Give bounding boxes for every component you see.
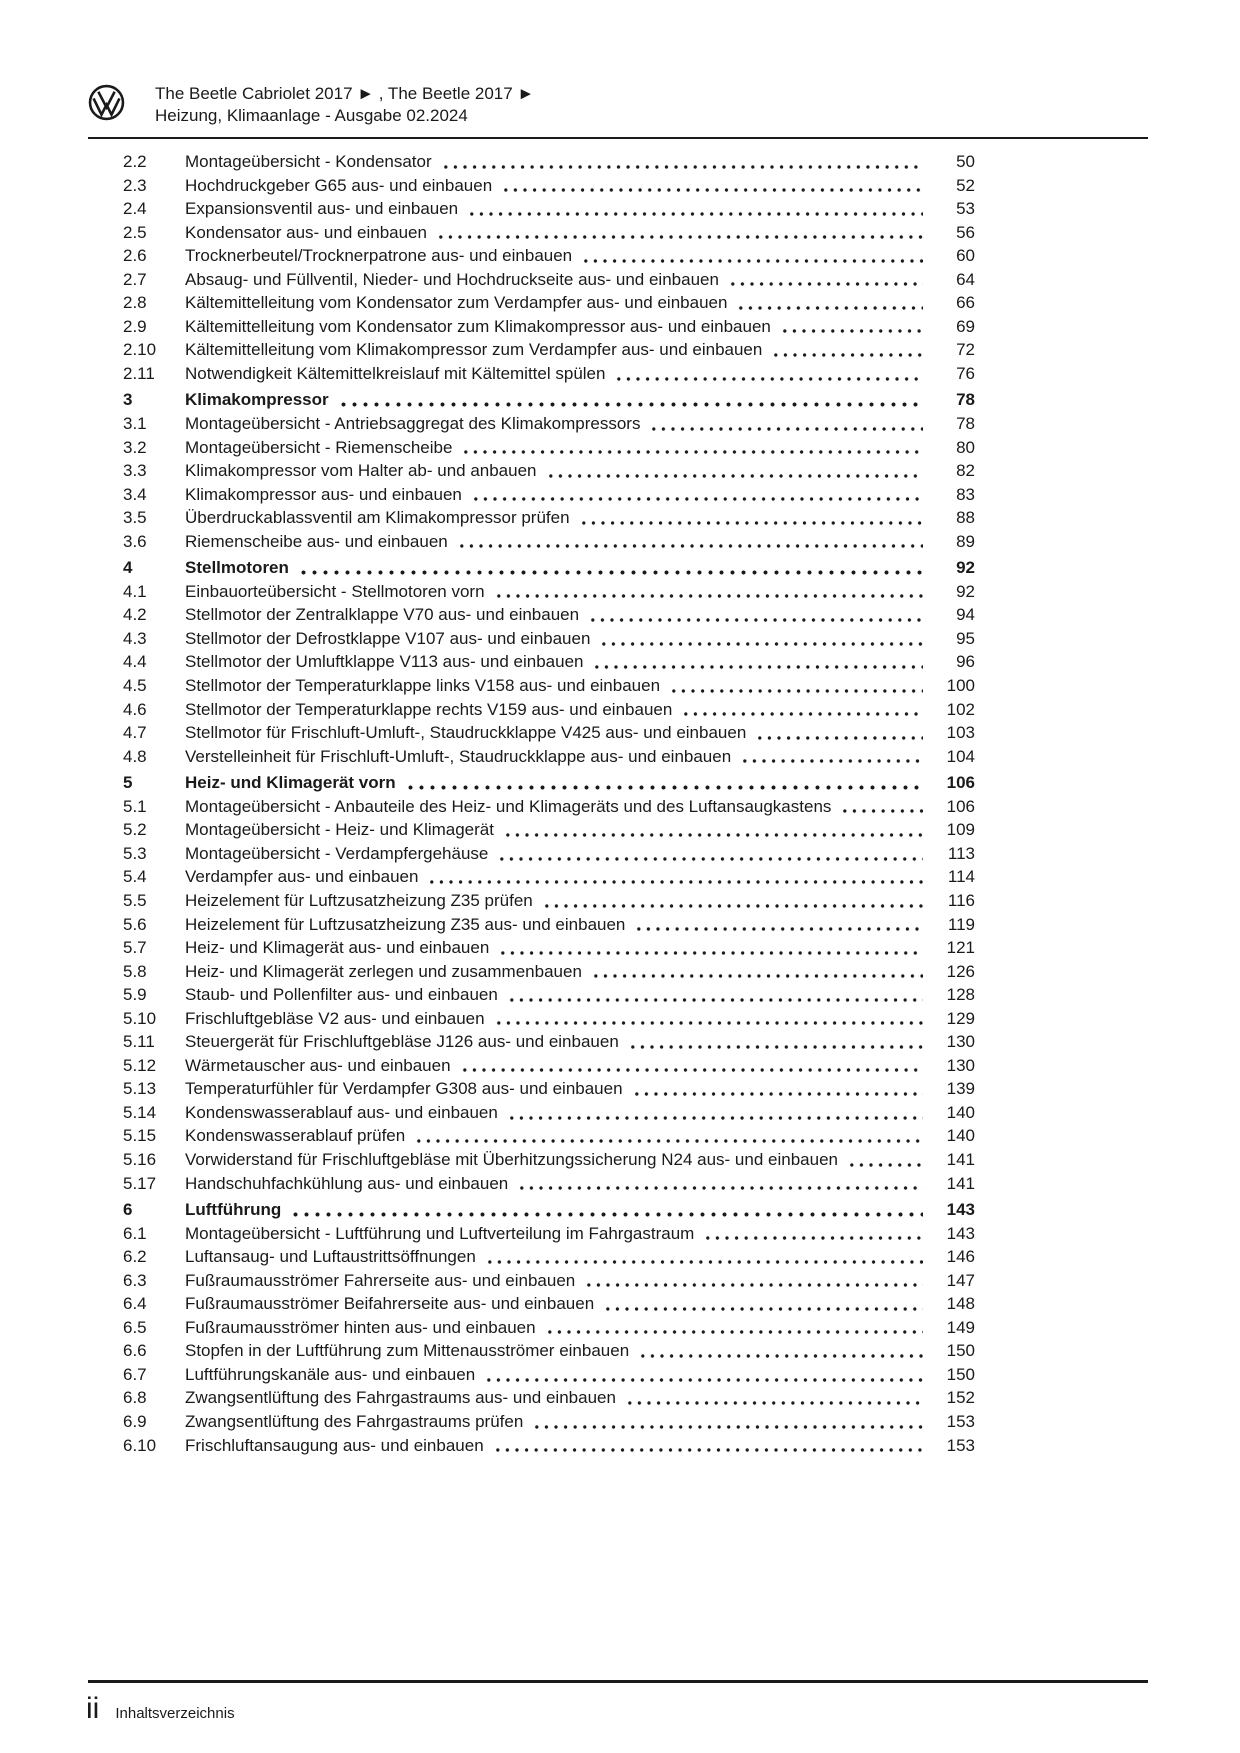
toc-entry-title: Notwendigkeit Kältemittelkreislauf mit Kältemittel spülen: [185, 363, 606, 383]
toc-section-row: [123, 1198, 975, 1222]
toc-entry-title: Klimakompressor: [185, 390, 329, 410]
toc-entry-row: [123, 1101, 975, 1125]
toc-entry-row: [123, 506, 975, 530]
toc-leader-dots: [649, 412, 923, 436]
toc-leader-dots: [471, 483, 923, 507]
toc-entry-page: 95: [956, 628, 975, 648]
toc-entry-row: [123, 436, 975, 460]
toc-section-row: [123, 388, 975, 412]
toc-entry-title: Handschuhfachkühlung aus- und einbauen: [185, 1173, 509, 1193]
toc-leader-dots: [771, 338, 923, 362]
toc-leader-dots: [427, 865, 923, 889]
toc-entry-row: [123, 268, 975, 292]
toc-entry-page: 140: [946, 1102, 975, 1122]
header-rule: [88, 137, 1148, 139]
toc-entry-number: 4.2: [123, 605, 147, 625]
toc-entry-number: 2.9: [123, 316, 147, 336]
toc-leader-dots: [632, 1077, 923, 1101]
toc-entry-page: 150: [946, 1341, 975, 1361]
toc-entry-number: 3: [123, 390, 133, 410]
toc-entry-page: 140: [946, 1126, 975, 1146]
toc-entry-number: 2.4: [123, 199, 147, 219]
page-header: [88, 83, 1148, 127]
toc-entry-page: 72: [956, 340, 975, 360]
toc-entry-title: Kältemittelleitung vom Kondensator zum Klimakompressor aus- und einbauen: [185, 316, 771, 336]
toc-entry-number: 5.9: [123, 985, 147, 1005]
toc-entry-title: Wärmetauscher aus- und einbauen: [185, 1055, 451, 1075]
toc-leader-dots: [503, 818, 923, 842]
toc-entry-page: 113: [947, 843, 975, 863]
toc-leader-dots: [501, 174, 923, 198]
toc-entry-number: 5.15: [123, 1126, 157, 1146]
toc-entry-title: Heiz- und Klimagerät aus- und einbauen: [185, 938, 490, 958]
toc-entry-title: Montageübersicht - Riemenscheibe: [185, 437, 453, 457]
toc-entry-page: 104: [946, 746, 975, 766]
toc-entry-page: 102: [946, 699, 975, 719]
toc-entry-row: [123, 1316, 975, 1340]
toc-entry-title: Trocknerbeutel/Trocknerpatrone aus- und einbauen: [185, 246, 573, 266]
toc-entry-title: Zwangsentlüftung des Fahrgastraums aus- und einbauen: [185, 1388, 616, 1408]
toc-entry-row: [123, 1363, 975, 1387]
toc-entry-number: 5.6: [123, 914, 147, 934]
footer-page-number: ii: [86, 1692, 100, 1725]
header-text: [155, 83, 534, 127]
toc-entry-number: 5.4: [123, 867, 147, 887]
toc-entry-number: 3.3: [123, 461, 147, 481]
toc-entry-page: 114: [947, 867, 975, 887]
toc-entry-number: 4.3: [123, 628, 147, 648]
toc-entry-page: 52: [956, 175, 975, 195]
toc-entry-number: 6.1: [123, 1223, 147, 1243]
toc-entry-page: 121: [946, 938, 975, 958]
toc-leader-dots: [669, 674, 923, 698]
toc-entry-title: Kondenswasserablauf prüfen: [185, 1126, 406, 1146]
toc-leader-dots: [625, 1386, 923, 1410]
toc-entry-number: 5.11: [123, 1032, 155, 1052]
toc-entry-page: 96: [956, 652, 975, 672]
toc-entry-row: [123, 1030, 975, 1054]
toc-entry-title: Riemenscheibe aus- und einbauen: [185, 531, 448, 551]
toc-entry-row: [123, 650, 975, 674]
toc-entry-row: [123, 315, 975, 339]
toc-leader-dots: [497, 842, 923, 866]
toc-entry-number: 5.1: [123, 796, 147, 816]
toc-entry-title: Stellmotor für Frischluft-Umluft-, Staudruckklappe V425 aus- und einbauen: [185, 723, 747, 743]
toc-entry-title: Heizelement für Luftzusatzheizung Z35 aus- und einbauen: [185, 914, 626, 934]
toc-entry-title: Verdampfer aus- und einbauen: [185, 867, 419, 887]
toc-entry-title: Klimakompressor aus- und einbauen: [185, 484, 462, 504]
toc-leader-dots: [494, 580, 923, 604]
toc-entry-row: [123, 698, 975, 722]
toc-leader-dots: [338, 388, 923, 412]
toc-entry-page: 109: [946, 820, 975, 840]
toc-entry-title: Heiz- und Klimagerät zerlegen und zusammenbauen: [185, 961, 582, 981]
toc-entry-title: Kondensator aus- und einbauen: [185, 222, 427, 242]
toc-entry-row: [123, 1339, 975, 1363]
toc-leader-dots: [542, 889, 923, 913]
toc-entry-number: 4: [123, 558, 133, 578]
toc-leader-dots: [603, 1292, 923, 1316]
toc-leader-dots: [847, 1148, 923, 1172]
toc-entry-title: Expansionsventil aus- und einbauen: [185, 199, 459, 219]
toc-entry-page: 148: [946, 1294, 975, 1314]
toc-entry-page: 78: [956, 414, 975, 434]
toc-entry-number: 4.4: [123, 652, 147, 672]
toc-entry-page: 82: [956, 461, 975, 481]
toc-leader-dots: [755, 721, 923, 745]
toc-entry-page: 53: [956, 199, 975, 219]
toc-entry-title: Heiz- und Klimagerät vorn: [185, 773, 396, 793]
toc-entry-title: Heizelement für Luftzusatzheizung Z35 prüfen: [185, 890, 533, 910]
toc-entry-page: 106: [946, 773, 975, 793]
toc-entry-row: [123, 412, 975, 436]
toc-entry-page: 116: [947, 890, 975, 910]
toc-entry-number: 5.16: [123, 1149, 157, 1169]
toc-entry-row: [123, 338, 975, 362]
toc-entry-title: Luftführung: [185, 1200, 282, 1220]
toc-leader-dots: [414, 1124, 923, 1148]
toc-entry-title: Stopfen in der Luftführung zum Mittenausströmer einbauen: [185, 1341, 630, 1361]
toc-leader-dots: [634, 913, 923, 937]
toc-entry-page: 146: [946, 1247, 975, 1267]
toc-entry-row: [123, 1007, 975, 1031]
toc-entry-row: [123, 459, 975, 483]
toc-entry-title: Kondenswasserablauf aus- und einbauen: [185, 1102, 498, 1122]
toc-entry-title: Einbauorteübersicht - Stellmotoren vorn: [185, 581, 485, 601]
toc-leader-dots: [628, 1030, 923, 1054]
toc-leader-dots: [599, 627, 923, 651]
toc-entry-page: 129: [946, 1008, 975, 1028]
toc-leader-dots: [290, 1198, 923, 1222]
toc-entry-page: 150: [946, 1364, 975, 1384]
toc-entry-title: Montageübersicht - Kondensator: [185, 152, 432, 171]
toc-entry-number: 6.3: [123, 1270, 147, 1290]
toc-entry-page: 100: [946, 676, 975, 696]
toc-entry-title: Stellmotor der Zentralklappe V70 aus- und einbauen: [185, 605, 580, 625]
toc-entry-row: [123, 1434, 975, 1458]
toc-entry-row: [123, 174, 975, 198]
header-model-line: The Beetle Cabriolet 2017 ► , The Beetle 2017 ►: [155, 84, 535, 103]
toc-entry-page: 130: [946, 1032, 975, 1052]
toc-entry-number: 5.8: [123, 961, 147, 981]
toc-entry-number: 2.5: [123, 222, 147, 242]
toc-entry-row: [123, 483, 975, 507]
toc-leader-dots: [546, 459, 923, 483]
toc-entry-row: [123, 1292, 975, 1316]
toc-entry-title: Fußraumausströmer hinten aus- und einbauen: [185, 1317, 536, 1337]
toc-entry-row: [123, 842, 975, 866]
toc-entry-number: 3.6: [123, 531, 147, 551]
toc-entry-title: Stellmotor der Temperaturklappe rechts V159 aus- und einbauen: [185, 699, 673, 719]
toc-leader-dots: [740, 745, 923, 769]
toc-entry-page: 60: [956, 246, 975, 266]
toc-entry-number: 2.10: [123, 340, 157, 360]
toc-leader-dots: [485, 1245, 923, 1269]
toc-entry-row: [123, 530, 975, 554]
toc-entry-title: Stellmotor der Temperaturklappe links V158 aus- und einbauen: [185, 676, 661, 696]
toc-entry-page: 92: [956, 558, 975, 578]
toc-entry-number: 6: [123, 1200, 133, 1220]
toc-entry-number: 5: [123, 773, 133, 793]
footer-section-label: Inhaltsverzeichnis: [115, 1705, 235, 1722]
toc-leader-dots: [581, 244, 923, 268]
toc-entry-number: 2.8: [123, 293, 147, 313]
toc-entry-row: [123, 1077, 975, 1101]
toc-leader-dots: [457, 530, 923, 554]
toc-entry-page: 152: [946, 1388, 975, 1408]
toc-entry-page: 76: [956, 363, 975, 383]
toc-entry-page: 94: [956, 605, 975, 625]
toc-entry-row: [123, 818, 975, 842]
toc-leader-dots: [532, 1410, 923, 1434]
toc-entry-title: Vorwiderstand für Frischluftgebläse mit Überhitzungssicherung N24 aus- und einbauen: [185, 1149, 838, 1169]
toc-entry-row: [123, 291, 975, 315]
toc-entry-row: [123, 983, 975, 1007]
toc-entry-page: 66: [956, 293, 975, 313]
toc-entry-number: 5.12: [123, 1055, 157, 1075]
toc-entry-number: 6.8: [123, 1388, 147, 1408]
toc-entry-page: 119: [947, 914, 975, 934]
toc-entry-title: Stellmotor der Defrostklappe V107 aus- und einbauen: [185, 628, 591, 648]
toc-entry-number: 6.2: [123, 1247, 147, 1267]
toc-leader-dots: [298, 556, 923, 580]
toc-entry-title: Staub- und Pollenfilter aus- und einbauen: [185, 985, 498, 1005]
toc-entry-title: Fußraumausströmer Fahrerseite aus- und einbauen: [185, 1270, 576, 1290]
toc-entry-row: [123, 721, 975, 745]
toc-leader-dots: [780, 315, 923, 339]
toc-entry-page: 69: [956, 316, 975, 336]
toc-entry-page: 83: [956, 484, 975, 504]
toc-leader-dots: [507, 1101, 923, 1125]
footer-rule: [88, 1680, 1148, 1683]
toc-leader-dots: [460, 1054, 923, 1078]
toc-entry-title: Überdruckablassventil am Klimakompressor prüfen: [185, 508, 570, 528]
toc-entry-title: Stellmotor der Umluftklappe V113 aus- und einbauen: [185, 652, 584, 672]
table-of-contents: [123, 150, 975, 1457]
toc-leader-dots: [703, 1222, 923, 1246]
toc-entry-page: 89: [956, 531, 975, 551]
toc-entry-row: [123, 244, 975, 268]
toc-section-row: [123, 556, 975, 580]
toc-entry-row: [123, 745, 975, 769]
toc-entry-page: 64: [956, 269, 975, 289]
toc-entry-title: Kältemittelleitung vom Kondensator zum Verdampfer aus- und einbauen: [185, 293, 728, 313]
toc-entry-row: [123, 1124, 975, 1148]
toc-entry-number: 3.2: [123, 437, 147, 457]
toc-entry-row: [123, 197, 975, 221]
toc-entry-row: [123, 913, 975, 937]
toc-entry-title: Montageübersicht - Verdampfergehäuse: [185, 843, 489, 863]
page-footer: [86, 1692, 235, 1726]
toc-entry-title: Frischluftgebläse V2 aus- und einbauen: [185, 1008, 485, 1028]
toc-leader-dots: [405, 771, 923, 795]
toc-entry-title: Hochdruckgeber G65 aus- und einbauen: [185, 175, 493, 195]
toc-leader-dots: [461, 436, 923, 460]
toc-entry-page: 128: [946, 985, 975, 1005]
toc-entry-number: 5.5: [123, 890, 147, 910]
toc-entry-title: Luftführungskanäle aus- und einbauen: [185, 1364, 476, 1384]
toc-entry-number: 3.1: [123, 414, 147, 434]
toc-entry-row: [123, 795, 975, 819]
toc-entry-title: Montageübersicht - Heiz- und Klimagerät: [185, 820, 494, 840]
toc-entry-number: 6.6: [123, 1341, 147, 1361]
toc-entry-row: [123, 603, 975, 627]
toc-entry-title: Temperaturfühler für Verdampfer G308 aus- und einbauen: [185, 1079, 623, 1099]
toc-entry-number: 5.10: [123, 1008, 157, 1028]
toc-entry-row: [123, 221, 975, 245]
toc-entry-title: Frischluftansaugung aus- und einbauen: [185, 1435, 484, 1455]
toc-leader-dots: [681, 698, 923, 722]
toc-entry-number: 5.2: [123, 820, 147, 840]
toc-leader-dots: [728, 268, 923, 292]
toc-entry-number: 6.7: [123, 1364, 147, 1384]
toc-entry-row: [123, 674, 975, 698]
toc-entry-title: Luftansaug- und Luftaustrittsöffnungen: [185, 1247, 476, 1267]
toc-entry-row: [123, 1410, 975, 1434]
toc-entry-row: [123, 580, 975, 604]
toc-entry-number: 2.2: [123, 152, 147, 171]
vw-logo-icon: [88, 84, 125, 121]
toc-leader-dots: [484, 1363, 923, 1387]
toc-leader-dots: [441, 150, 923, 174]
toc-entry-page: 78: [956, 390, 975, 410]
toc-entry-page: 139: [946, 1079, 975, 1099]
toc-leader-dots: [436, 221, 923, 245]
toc-entry-title: Stellmotoren: [185, 558, 289, 578]
toc-leader-dots: [638, 1339, 923, 1363]
toc-entry-page: 50: [956, 152, 975, 171]
toc-leader-dots: [493, 1434, 923, 1458]
toc-entry-number: 4.7: [123, 723, 147, 743]
toc-entry-page: 56: [956, 222, 975, 242]
toc-leader-dots: [592, 650, 923, 674]
toc-entry-page: 147: [946, 1270, 975, 1290]
toc-entry-number: 4.8: [123, 746, 147, 766]
toc-entry-page: 92: [956, 581, 975, 601]
toc-entry-row: [123, 1172, 975, 1196]
toc-entry-number: 3.4: [123, 484, 147, 504]
toc-entry-title: Absaug- und Füllventil, Nieder- und Hochdruckseite aus- und einbauen: [185, 269, 719, 289]
toc-entry-number: 6.5: [123, 1317, 147, 1337]
toc-entry-row: [123, 865, 975, 889]
toc-entry-row: [123, 1054, 975, 1078]
toc-leader-dots: [467, 197, 923, 221]
toc-entry-title: Fußraumausströmer Beifahrerseite aus- und einbauen: [185, 1294, 595, 1314]
toc-entry-title: Montageübersicht - Luftführung und Luftverteilung im Fahrgastraum: [185, 1223, 695, 1243]
toc-entry-number: 5.17: [123, 1173, 157, 1193]
toc-leader-dots: [507, 983, 923, 1007]
toc-leader-dots: [545, 1316, 923, 1340]
toc-leader-dots: [498, 936, 923, 960]
toc-entry-page: 130: [946, 1055, 975, 1075]
toc-entry-number: 4.1: [123, 581, 147, 601]
toc-entry-number: 6.10: [123, 1435, 157, 1455]
toc-entry-number: 5.7: [123, 938, 147, 958]
toc-entry-number: 4.6: [123, 699, 147, 719]
toc-entry-page: 141: [946, 1149, 975, 1169]
toc-entry-page: 153: [946, 1435, 975, 1455]
toc-entry-row: [123, 1245, 975, 1269]
toc-leader-dots: [840, 795, 923, 819]
toc-entry-page: 143: [946, 1200, 975, 1220]
toc-entry-title: Montageübersicht - Anbauteile des Heiz- und Klimageräts und des Luftansaugkastens: [185, 796, 832, 816]
toc-entry-number: 2.11: [123, 363, 155, 383]
toc-leader-dots: [579, 506, 923, 530]
toc-entry-number: 2.3: [123, 175, 147, 195]
toc-entry-number: 5.14: [123, 1102, 157, 1122]
toc-entry-row: [123, 1269, 975, 1293]
toc-entry-title: Montageübersicht - Antriebsaggregat des Klimakompressors: [185, 414, 641, 434]
toc-entry-row: [123, 362, 975, 386]
toc-entry-number: 6.4: [123, 1294, 147, 1314]
toc-section-row: [123, 771, 975, 795]
toc-entry-title: Verstelleinheit für Frischluft-Umluft-, Staudruckklappe aus- und einbauen: [185, 746, 732, 766]
toc-entry-page: 88: [956, 508, 975, 528]
toc-leader-dots: [614, 362, 923, 386]
toc-entry-page: 141: [946, 1173, 975, 1193]
toc-entry-row: [123, 1222, 975, 1246]
toc-entry-number: 6.9: [123, 1411, 147, 1431]
toc-entry-number: 4.5: [123, 676, 147, 696]
toc-entry-number: 5.3: [123, 843, 147, 863]
toc-entry-row: [123, 150, 975, 174]
toc-entry-title: Zwangsentlüftung des Fahrgastraums prüfen: [185, 1411, 524, 1431]
toc-entry-number: 2.6: [123, 246, 147, 266]
toc-leader-dots: [736, 291, 923, 315]
toc-entry-page: 106: [946, 796, 975, 816]
toc-entry-row: [123, 627, 975, 651]
toc-entry-row: [123, 1386, 975, 1410]
toc-leader-dots: [591, 960, 923, 984]
toc-entry-page: 153: [946, 1411, 975, 1431]
toc-entry-page: 149: [946, 1317, 975, 1337]
toc-entry-number: 2.7: [123, 269, 147, 289]
toc-entry-title: Klimakompressor vom Halter ab- und anbauen: [185, 461, 537, 481]
toc-entry-row: [123, 960, 975, 984]
toc-entry-page: 103: [946, 723, 975, 743]
toc-entry-title: Kältemittelleitung vom Klimakompressor zum Verdampfer aus- und einbauen: [185, 340, 763, 360]
toc-entry-row: [123, 889, 975, 913]
toc-entry-row: [123, 1148, 975, 1172]
toc-entry-page: 143: [946, 1223, 975, 1243]
toc-leader-dots: [584, 1269, 923, 1293]
toc-entry-page: 126: [946, 961, 975, 981]
toc-entry-page: 80: [956, 437, 975, 457]
toc-entry-row: [123, 936, 975, 960]
toc-leader-dots: [494, 1007, 923, 1031]
toc-entry-number: 3.5: [123, 508, 147, 528]
toc-leader-dots: [517, 1172, 923, 1196]
header-subject-line: Heizung, Klimaanlage - Ausgabe 02.2024: [155, 106, 468, 125]
toc-entry-title: Steuergerät für Frischluftgebläse J126 aus- und einbauen: [185, 1032, 619, 1052]
toc-entry-number: 5.13: [123, 1079, 157, 1099]
toc-leader-dots: [588, 603, 923, 627]
